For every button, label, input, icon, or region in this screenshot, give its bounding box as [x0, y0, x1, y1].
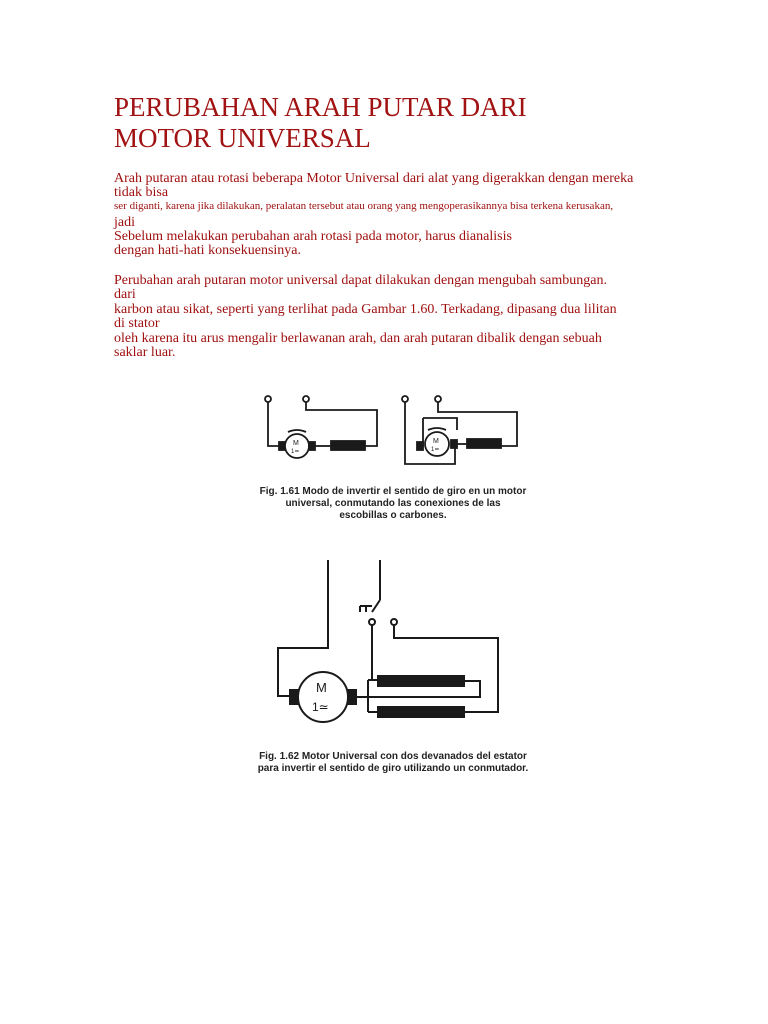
figure-1-61-diagram [255, 388, 535, 476]
paragraph2-line3: karbon atau sikat, seperti yang terlihat pada Gambar 1.60. Terkadang, dipasang dua lilitan [114, 302, 617, 317]
paragraph2-line5: oleh karena itu arus mengalir berlawanan arah, dan arah putaran dibalik dengan sebuah [114, 331, 602, 346]
paragraph1-line2: tidak bisa [114, 185, 169, 200]
paragraph2-line4: di stator [114, 316, 160, 331]
fig1-motor-m: M [293, 440, 299, 447]
fig1-caption-line3: escobillas o carbones. [339, 510, 447, 521]
figure-1-62-caption [248, 751, 538, 775]
paragraph1-line3: ser diganti, karena jika dilakukan, peralatan tersebut atau orang yang mengoperasikannya bisa terkena kerusakan, [114, 200, 614, 212]
fig1-caption-line2: universal, conmutando las conexiones de las [285, 498, 501, 509]
paragraph2-line6: saklar luar. [114, 345, 176, 360]
page-title [114, 92, 674, 154]
paragraph2-line2: dari [114, 287, 136, 302]
fig2-motor-m: M [316, 680, 327, 695]
figure-1-62-diagram [268, 556, 508, 728]
fig2-caption-line1: Fig. 1.62 Motor Universal con dos devanados del estator [259, 751, 527, 762]
paragraph1-line5: Sebelum melakukan perubahan arah rotasi pada motor, harus dianalisis [114, 229, 512, 244]
svg-text:M: M [433, 438, 439, 445]
fig1-caption-line1: Fig. 1.61 Modo de invertir el sentido de giro en un motor [259, 486, 527, 497]
svg-text:1≃: 1≃ [431, 447, 440, 453]
fig1-motor-sym: 1≃ [291, 449, 300, 455]
paragraph1-line1: Arah putaran atau rotasi beberapa Motor Universal dari alat yang digerakkan dengan mereka [114, 171, 634, 186]
title-line-2: MOTOR UNIVERSAL [114, 123, 371, 153]
paragraph2-line1: Perubahan arah putaran motor universal dapat dilakukan dengan mengubah sambungan. [114, 273, 607, 288]
fig2-caption-line2: para invertir el sentido de giro utilizando un conmutador. [257, 763, 529, 774]
fig2-motor-sym: 1≃ [312, 700, 329, 714]
paragraph1-line6: dengan hati-hati konsekuensinya. [114, 243, 302, 258]
title-line-1: PERUBAHAN ARAH PUTAR DARI [114, 92, 527, 122]
paragraph1-line4: jadi [114, 215, 135, 230]
figure-1-61-caption [248, 486, 538, 522]
